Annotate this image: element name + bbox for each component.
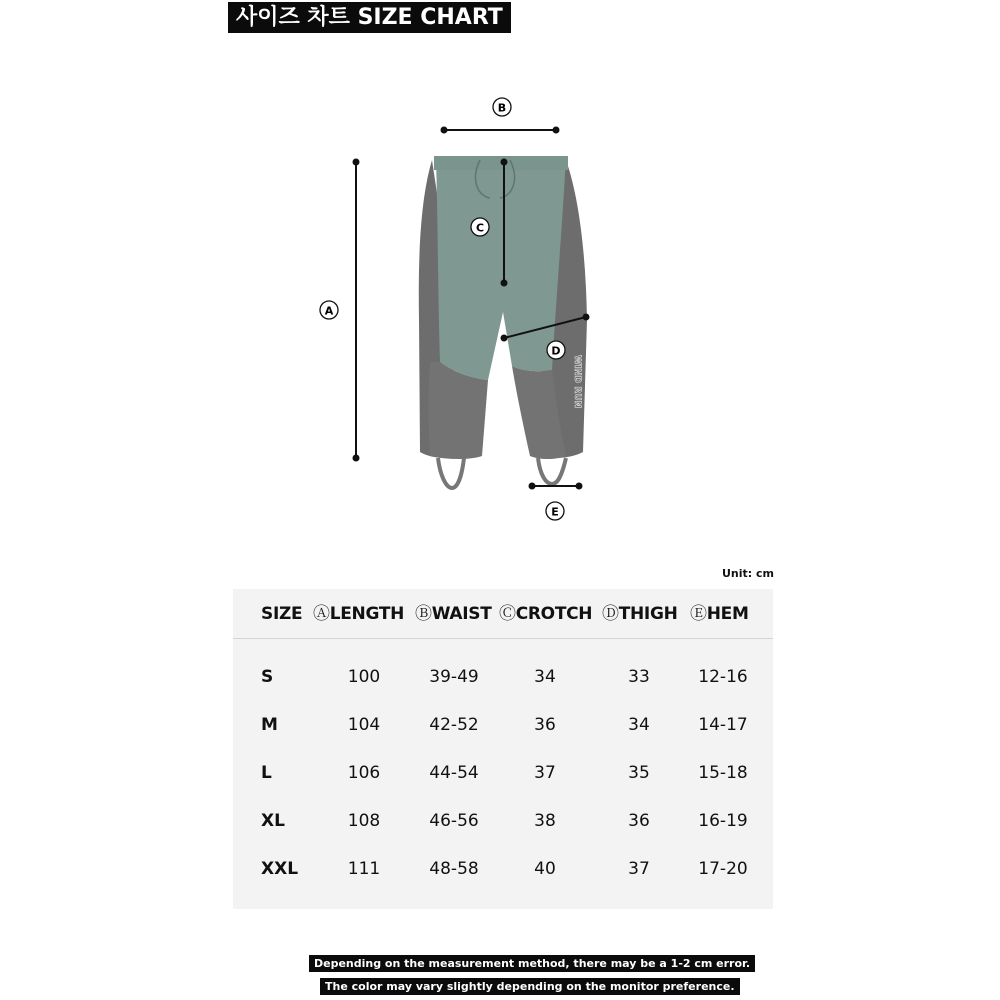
cell-crotch: 40	[534, 859, 556, 879]
label-d: D	[551, 344, 561, 358]
waist-mark: Ⓑ	[415, 604, 432, 624]
color-variance-note: The color may vary slightly depending on the monitor preference.	[320, 978, 740, 995]
label-a: A	[324, 304, 334, 318]
cell-hem: 14-17	[698, 715, 748, 735]
cell-crotch: 34	[534, 667, 556, 687]
table-row	[233, 653, 773, 701]
table-header	[233, 589, 773, 639]
cell-thigh: 37	[628, 859, 650, 879]
cell-thigh: 33	[628, 667, 650, 687]
hem-mark: Ⓔ	[690, 604, 707, 624]
cell-length: 108	[347, 811, 381, 831]
header-size: SIZE	[261, 604, 303, 624]
cell-thigh: 36	[628, 811, 650, 831]
cell-size: XL	[261, 811, 285, 831]
cell-thigh: 34	[628, 715, 650, 735]
cell-waist: 46-56	[429, 811, 479, 831]
table-row	[233, 749, 773, 797]
header-waist	[415, 589, 492, 639]
page-title: 사이즈 차트 SIZE CHART	[228, 2, 511, 33]
cell-crotch: 37	[534, 763, 556, 783]
left-leg-green-panel	[436, 157, 503, 380]
header-waist-text: WAIST	[431, 604, 492, 624]
leg-print-text: WIND RUN	[572, 355, 582, 409]
cell-length: 104	[347, 715, 381, 735]
header-hem-text: HEM	[706, 604, 749, 624]
cell-hem: 16-19	[698, 811, 748, 831]
cell-size: M	[261, 715, 278, 735]
length-mark: Ⓐ	[313, 604, 330, 624]
label-b: B	[497, 101, 507, 115]
header-thigh	[602, 589, 678, 639]
cell-length: 111	[347, 859, 381, 879]
cell-waist: 39-49	[429, 667, 479, 687]
left-stirrup	[438, 458, 464, 488]
header-crotch	[499, 589, 592, 639]
cell-size: S	[261, 667, 274, 687]
table-row	[233, 701, 773, 749]
size-table	[233, 589, 773, 909]
measurement-error-note: Depending on the measurement method, there may be a 1-2 cm error.	[309, 955, 755, 972]
cell-crotch: 36	[534, 715, 556, 735]
label-e: E	[551, 505, 559, 519]
measure-length	[320, 159, 360, 462]
header-length-text: LENGTH	[329, 604, 405, 624]
thigh-mark: Ⓓ	[602, 604, 619, 624]
pants-measurement-diagram	[300, 85, 620, 525]
header-crotch-text: CROTCH	[515, 604, 593, 624]
pants-illustration	[419, 156, 587, 488]
cell-size: L	[261, 763, 272, 783]
label-c: C	[475, 221, 485, 235]
cell-hem: 12-16	[698, 667, 748, 687]
header-length	[313, 589, 404, 639]
table-row	[233, 797, 773, 845]
header-thigh-text: THIGH	[618, 604, 678, 624]
cell-hem: 17-20	[698, 859, 748, 879]
cell-thigh: 35	[628, 763, 650, 783]
cell-length: 100	[347, 667, 381, 687]
cell-waist: 44-54	[429, 763, 479, 783]
table-row	[233, 845, 773, 893]
header-hem	[690, 589, 749, 639]
cell-crotch: 38	[534, 811, 556, 831]
measure-hem	[529, 483, 583, 521]
right-stirrup	[538, 458, 566, 484]
measure-waist	[441, 98, 560, 134]
cell-length: 106	[347, 763, 381, 783]
crotch-mark: Ⓒ	[499, 604, 516, 624]
cell-size: XXL	[261, 859, 299, 879]
cell-waist: 42-52	[429, 715, 479, 735]
unit-label: Unit: cm	[721, 567, 774, 580]
cell-hem: 15-18	[698, 763, 748, 783]
cell-waist: 48-58	[429, 859, 479, 879]
